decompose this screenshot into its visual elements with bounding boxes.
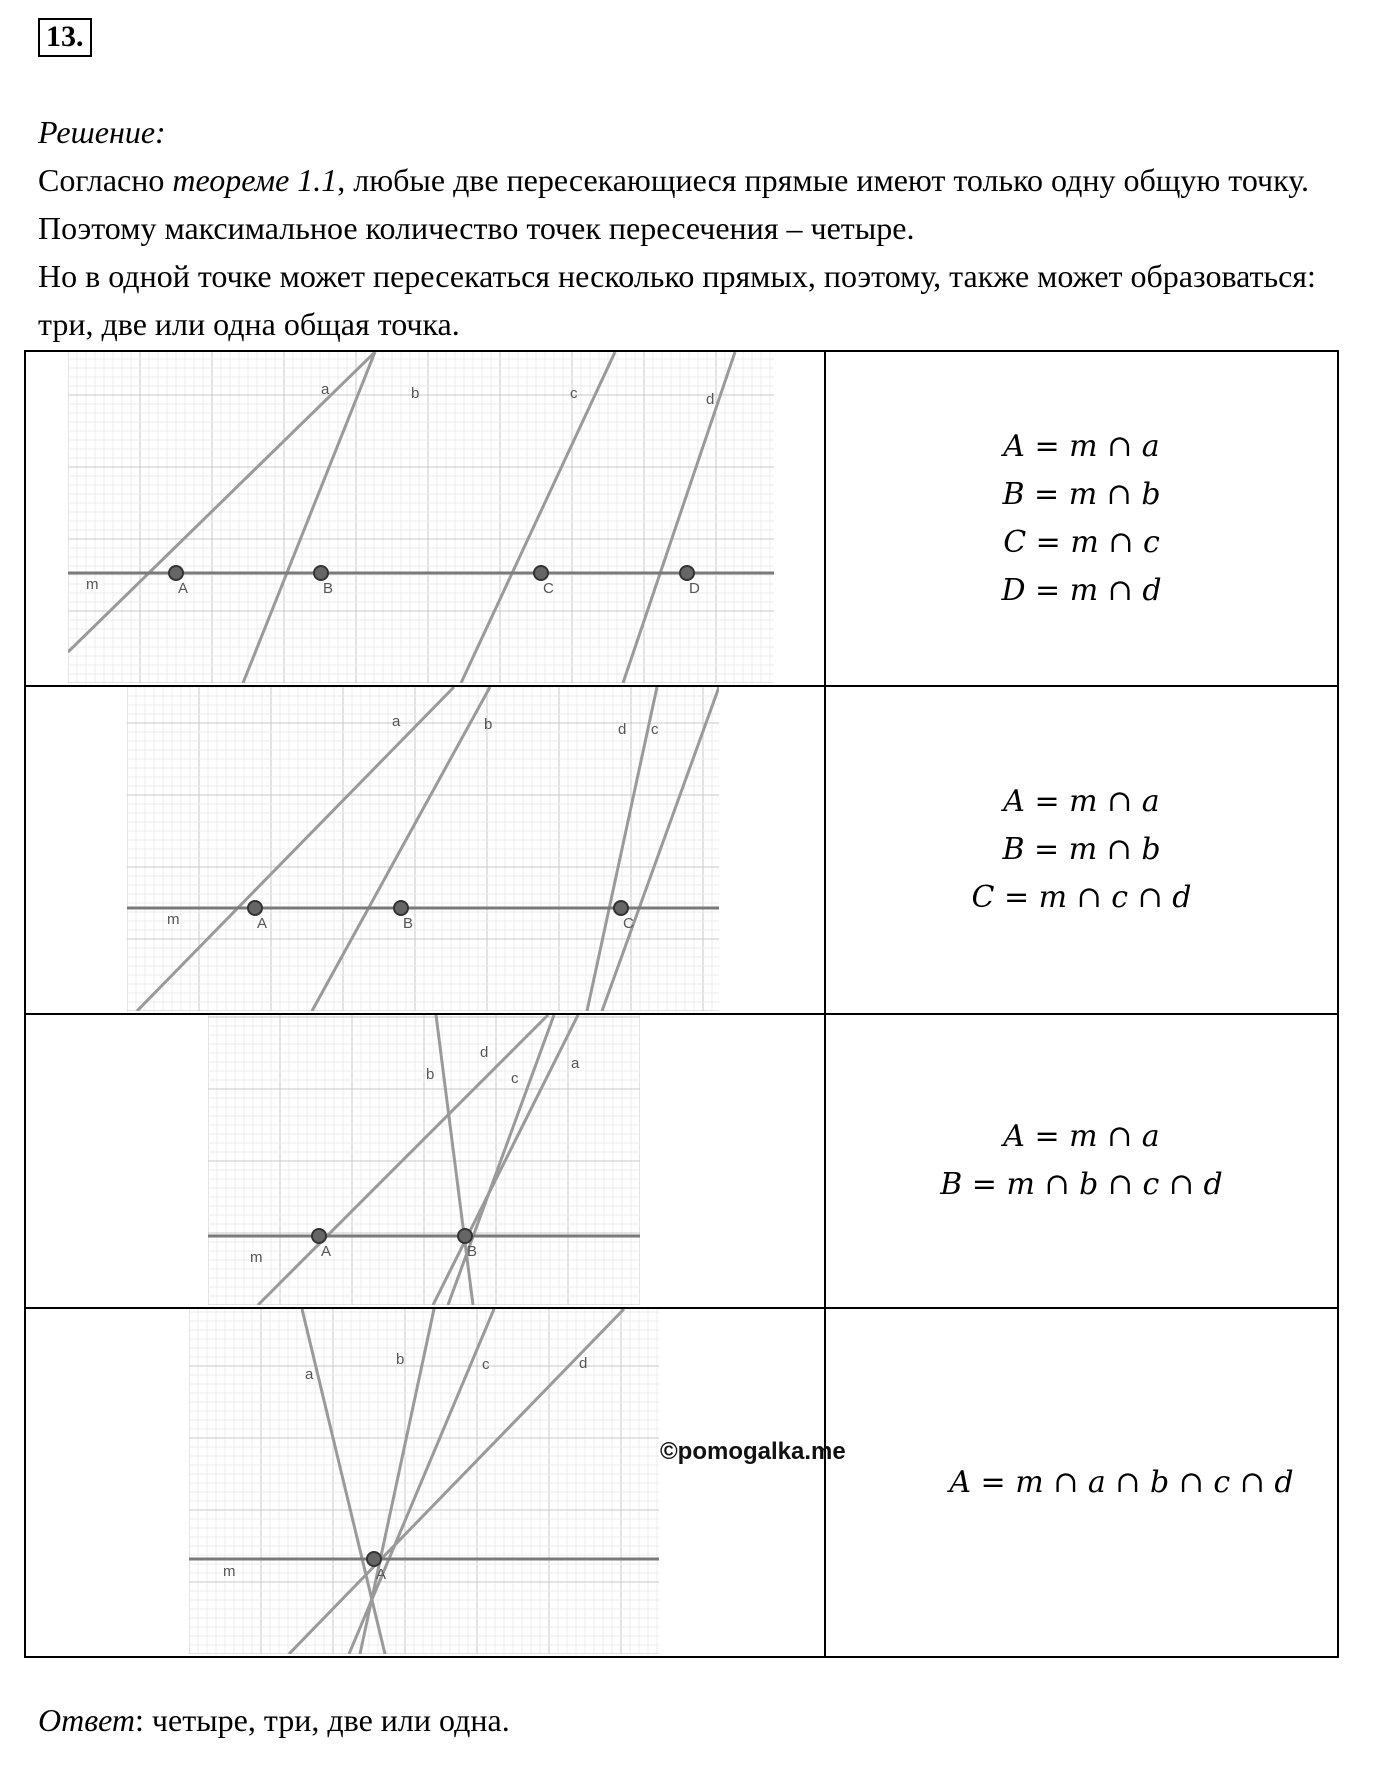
- figure-row-2: [25, 686, 1338, 1014]
- grid: [68, 352, 774, 683]
- line-label-b: b: [411, 385, 420, 402]
- point-label-B: B: [403, 915, 414, 932]
- line-label-d: d: [579, 1355, 588, 1372]
- line-label-d: d: [480, 1044, 489, 1061]
- formula: A = m ∩ a: [1003, 784, 1160, 819]
- line-label-m: m: [250, 1249, 263, 1266]
- solution-paragraph-1: [38, 156, 1338, 252]
- line-label-c: c: [570, 385, 578, 402]
- formula: C = m ∩ c: [1003, 524, 1160, 560]
- point-label-A: A: [376, 1566, 387, 1583]
- answer-text: : четыре, три, две или одна.: [135, 1702, 510, 1738]
- point-C: [534, 566, 548, 580]
- solution-text: [38, 108, 1338, 348]
- line-label-d: d: [706, 391, 715, 408]
- line-label-a: a: [321, 381, 330, 398]
- line-label-b: b: [396, 1351, 405, 1368]
- formula-cell-4: [825, 1308, 1338, 1657]
- formula: D = m ∩ d: [1001, 572, 1162, 608]
- point-label-A: A: [321, 1243, 332, 1260]
- formula: A = m ∩ a: [1003, 428, 1160, 464]
- watermark: ©pomogalka.me: [660, 1438, 846, 1465]
- point-B: [394, 901, 408, 915]
- line-label-c: c: [482, 1356, 490, 1373]
- line-label-d: d: [618, 721, 627, 738]
- line-label-c: c: [651, 721, 659, 738]
- figure-2-drawing: [127, 687, 719, 1011]
- line-c: [461, 352, 615, 683]
- point-A: [312, 1229, 326, 1243]
- point-D: [680, 566, 694, 580]
- line-a: [302, 1309, 385, 1654]
- solution-p1-after: , любые две пересекающиеся прямые имеют только одну общую точку. Поэтому максимальное количество точек пересечения – четыре.: [38, 162, 1310, 246]
- line-label-m: m: [223, 1563, 236, 1580]
- formula: C = m ∩ c ∩ d: [971, 880, 1192, 915]
- grid: [127, 687, 719, 1011]
- point-B: [314, 566, 328, 580]
- point-label-B: B: [323, 580, 334, 597]
- task-number-label: 13.: [38, 18, 92, 57]
- point-B: [458, 1229, 472, 1243]
- point-label-D: D: [689, 580, 700, 597]
- formula-cell-1: [825, 351, 1338, 686]
- answer: [38, 1700, 510, 1740]
- line-b: [243, 352, 375, 683]
- line-label-a: a: [305, 1366, 314, 1383]
- point-label-C: C: [543, 580, 554, 597]
- line-d: [623, 352, 735, 683]
- line-label-b: b: [426, 1066, 435, 1083]
- figure-cell-2: [25, 686, 825, 1014]
- solution-heading: Решение:: [38, 114, 166, 150]
- point-A: [169, 566, 183, 580]
- line-c: [448, 1015, 554, 1305]
- point-label-C: C: [623, 915, 634, 932]
- point-A: [248, 901, 262, 915]
- formula: A = m ∩ a ∩ b ∩ c ∩ d: [949, 1464, 1294, 1500]
- point-label-A: A: [257, 915, 268, 932]
- figure-3-drawing: [208, 1015, 640, 1305]
- task-number: [38, 18, 92, 57]
- formula: B = m ∩ b ∩ c ∩ d: [940, 1167, 1223, 1202]
- line-label-b: b: [484, 716, 493, 733]
- point-C: [614, 901, 628, 915]
- formula: A = m ∩ a: [1003, 1119, 1160, 1154]
- line-label-a: a: [392, 713, 401, 730]
- line-label-a: a: [571, 1055, 580, 1072]
- figure-cell-4: [25, 1308, 825, 1657]
- formula-cell-3: [825, 1014, 1338, 1308]
- figure-cell-1: [25, 351, 825, 686]
- figure-4-drawing: [189, 1309, 659, 1654]
- figure-cell-3: [25, 1014, 825, 1308]
- figure-row-3: [25, 1014, 1338, 1308]
- point-label-A: A: [178, 580, 189, 597]
- line-label-m: m: [86, 576, 99, 593]
- figure-row-4: [25, 1308, 1338, 1657]
- formula: B = m ∩ b: [1002, 832, 1161, 867]
- line-label-m: m: [167, 911, 180, 928]
- solution-paragraph-2: Но в одной точке может пересекаться несколько прямых, поэтому, также может образоваться: три, две или одна общая точка.: [38, 258, 1316, 342]
- point-label-B: B: [467, 1243, 478, 1260]
- point-A: [367, 1552, 381, 1566]
- figure-row-1: [25, 351, 1338, 686]
- theorem-reference: теореме 1.1: [172, 162, 338, 198]
- formula: B = m ∩ b: [1002, 476, 1161, 512]
- answer-label: Ответ: [38, 1702, 135, 1738]
- figure-1-drawing: [68, 352, 774, 683]
- formula-cell-2: [825, 686, 1338, 1014]
- solution-p1-before: Согласно: [38, 162, 173, 198]
- line-d: [289, 1309, 624, 1654]
- line-label-c: c: [511, 1070, 519, 1087]
